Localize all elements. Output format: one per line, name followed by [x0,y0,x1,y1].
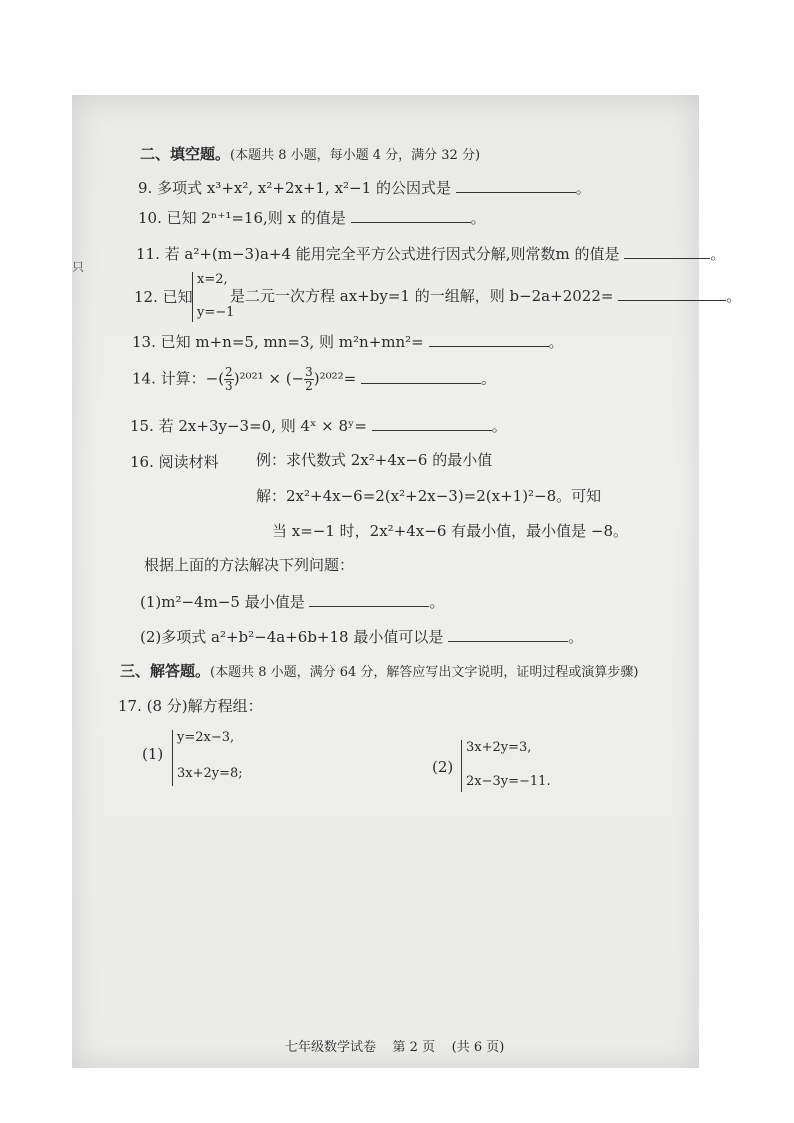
q15-end: 。 [491,417,507,435]
q17-p2-eq2: 2x−3y=−11. [466,774,551,789]
q14-mid2: )²⁰²²= [313,369,357,388]
q14-f1-den: 3 [225,379,233,394]
q16-solution: 解：2x²+4x−6=2(x²+2x−3)=2(x+1)²−8。可知 [256,487,602,505]
q13-text: 13. 已知 m+n=5, mn=3, 则 m²n+mn²= [132,333,424,351]
question-10 [138,208,486,227]
q16-example: 例：求代数式 2x²+4x−6 的最小值 [256,451,493,469]
q10-end: 。 [470,209,486,227]
q12-end: 。 [726,287,742,305]
q16-label: 16. 阅读材料 [130,453,219,471]
q14-mid1: )²⁰²¹ × (− [233,369,305,388]
q9-text: 9. 多项式 x³+x², x²+2x+1, x²−1 的公因式是 [138,179,451,197]
question-9 [138,178,591,197]
section3-note: (本题共 8 小题，满分 64 分，解答应写出文字说明，证明过程或演算步骤) [210,665,639,680]
q16-p2-end: 。 [568,628,584,646]
q10-text: 10. 已知 2ⁿ⁺¹=16,则 x 的值是 [138,209,346,227]
section3-header [120,662,639,681]
q16-p1-answer-blank[interactable] [309,592,429,607]
q16-p2-answer-blank[interactable] [448,627,568,642]
q13-end: 。 [548,333,564,351]
q14-fraction-2 [304,366,314,393]
section3-title: 三、解答题。 [120,662,211,680]
q16-instruction: 根据上面的方法解决下列问题： [144,556,355,574]
q12-brace [192,272,193,322]
q15-text: 15. 若 2x+3y−3=0, 则 4ˣ × 8ʸ= [130,417,367,435]
q11-end: 。 [710,245,726,263]
q17-p1-eq2: 3x+2y=8; [177,766,243,781]
q16-part1 [140,592,445,611]
q10-answer-blank[interactable] [351,208,471,223]
section2-title: 二、填空题。 [140,145,231,163]
q9-end: 。 [575,179,591,197]
q14-end: 。 [481,369,497,388]
q17-p2-eq1: 3x+2y=3, [466,740,532,755]
q14-f1-num: 2 [225,365,233,379]
q14-prefix: 14. 计算：−( [132,369,225,388]
q12-text: 是二元一次方程 ax+by=1 的一组解，则 b−2a+2022= [230,287,614,305]
question-11 [136,244,725,263]
footer-total: (共 6 页) [451,1040,505,1055]
q15-answer-blank[interactable] [372,416,492,431]
q11-answer-blank[interactable] [624,244,710,259]
q14-f2-num: 3 [305,365,313,379]
q11-text: 11. 若 a²+(m−3)a+4 能用完全平方公式进行因式分解,则常数m 的值是 [136,245,620,263]
q17-p2-label: (2) [432,758,454,776]
section2-header [140,145,480,164]
q12-answer-blank[interactable] [618,286,726,301]
q16-p1-text: (1)m²−4m−5 最小值是 [140,593,305,611]
q17-p1-brace [172,730,173,786]
page-footer [285,1036,504,1055]
q14-answer-blank[interactable] [361,369,481,384]
footer-page: 第 2 页 [392,1040,436,1055]
margin-mark: 只 [72,260,85,274]
q12-sys-line2: y=−1 [197,305,235,320]
q14-f2-den: 2 [305,379,313,394]
question-14 [132,366,496,393]
question-12 [230,286,741,305]
q13-answer-blank[interactable] [429,332,549,347]
q9-answer-blank[interactable] [456,178,576,193]
q17-p1-eq1: y=2x−3, [177,730,235,745]
q17-p2-brace [461,740,462,792]
q17-p1-label: (1) [142,745,164,763]
q16-p2-text: (2)多项式 a²+b²−4a+6b+18 最小值可以是 [140,628,444,646]
footer-course: 七年级数学试卷 [285,1040,377,1055]
question-13 [132,332,564,351]
q12-sys-line1: x=2, [197,272,228,287]
section2-note: (本题共 8 小题，每小题 4 分，满分 32 分) [230,148,481,163]
q12-prefix: 12. 已知 [134,288,193,306]
q16-p1-end: 。 [429,593,445,611]
q14-fraction-1 [224,366,234,393]
question-15 [130,416,507,435]
q16-conclusion: 当 x=−1 时，2x²+4x−6 有最小值，最小值是 −8。 [272,522,629,540]
q17-title: 17. (8 分)解方程组： [118,697,263,715]
q16-part2 [140,627,583,646]
exam-page [72,95,699,1068]
